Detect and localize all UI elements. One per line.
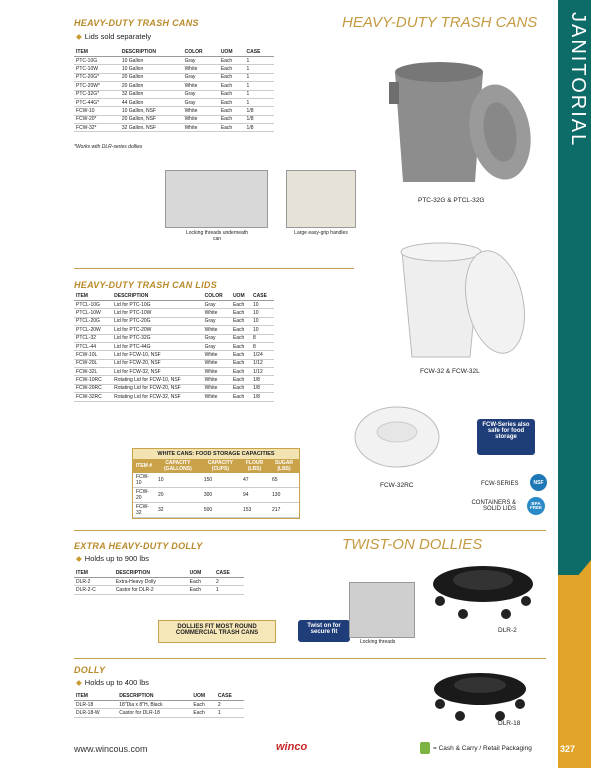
page-number: 327 — [560, 744, 576, 754]
fcw-series-label: FCW-SERIES — [481, 481, 519, 487]
table-cell: 1 — [216, 709, 244, 717]
table-cell: White — [203, 359, 231, 367]
caption-fcw: FCW-32 & FCW-32L — [420, 368, 480, 375]
table-cell: Each — [219, 73, 245, 81]
twist-box: Twist on for secure fit — [298, 620, 350, 642]
table-cell: FCW-10RC — [74, 376, 112, 384]
table-row — [133, 488, 299, 503]
col-header: CAPACITY (CUPS) — [201, 459, 240, 473]
table-cell: FCW-20L — [74, 359, 112, 367]
table-row — [74, 317, 274, 325]
locking-threads-dolly-photo — [349, 582, 415, 638]
table-cell: White — [203, 393, 231, 401]
table-cell: PTC-10W — [74, 65, 120, 73]
col-header: COLOR — [183, 48, 219, 57]
heading-trash-cans: HEAVY-DUTY TRASH CANS — [342, 14, 538, 31]
table-cell: White — [183, 65, 219, 73]
table-row — [74, 124, 274, 132]
bpa-badge: BPA FREE — [527, 497, 545, 515]
table-row — [74, 393, 274, 401]
table-cell: Each — [191, 701, 216, 709]
table-cell: 153 — [240, 503, 269, 518]
table-cell: FCW-32L — [74, 368, 112, 376]
table-cell: 500 — [201, 503, 240, 518]
table-row — [74, 57, 274, 65]
table-cell: 1/12 — [251, 359, 274, 367]
table-cell: 20 Gallon — [120, 73, 183, 81]
table-cell: Each — [219, 124, 245, 132]
col-header: UOM — [219, 48, 245, 57]
table-cell: Each — [231, 309, 251, 317]
table-cell: Gray — [183, 98, 219, 106]
table-cell: FCW-20 — [133, 488, 155, 503]
table-cell: 1 — [245, 73, 274, 81]
caption-locking: Locking threads underneath can — [186, 230, 248, 242]
table-cell: Lid for FCW-20, NSF — [112, 359, 203, 367]
section-title-trash-cans: HEAVY-DUTY TRASH CANS — [74, 18, 199, 28]
table-cell: 1/8 — [251, 384, 274, 392]
table-cell: Each — [219, 115, 245, 123]
white-can-image — [390, 232, 530, 364]
table-cell: 1/8 — [251, 376, 274, 384]
table-cell: FCW-32* — [74, 124, 120, 132]
table-cell: DLR-18-W — [74, 709, 117, 717]
table-cell: PTCL-44 — [74, 342, 112, 350]
table-cell: 300 — [201, 488, 240, 503]
table-cell: 1 — [245, 98, 274, 106]
divider — [74, 530, 546, 531]
containers-label: CONTAINERS & SOLID LIDS — [471, 500, 516, 512]
lids-table — [74, 292, 274, 402]
table-cell: 1 — [245, 90, 274, 98]
handles-photo — [286, 170, 356, 228]
table-cell: FCW-20* — [74, 115, 120, 123]
table-cell: Each — [231, 317, 251, 325]
table-cell: 1 — [245, 82, 274, 90]
table-cell: 2 — [214, 578, 244, 586]
table-cell: Gray — [203, 301, 231, 309]
table-cell: Lid for PTC-20G — [112, 317, 203, 325]
caption-ptc: PTC-32G & PTCL-32G — [418, 197, 485, 204]
table-cell: FCW-10L — [74, 351, 112, 359]
table-cell: White — [203, 368, 231, 376]
corner-band — [558, 575, 591, 768]
table-cell: White — [183, 124, 219, 132]
bullet-400: ◆ Holds up to 400 lbs — [76, 678, 149, 687]
table-cell: 32 Gallon, NSF — [120, 124, 183, 132]
table-cell: Each — [231, 326, 251, 334]
table-cell: 20 — [155, 488, 201, 503]
table-cell: Gray — [203, 334, 231, 342]
col-header: UOM — [188, 569, 214, 578]
table-cell: 44 Gallon — [120, 98, 183, 106]
table-cell: PTCL-10G — [74, 301, 112, 309]
bullet-text: Lids sold separately — [84, 32, 152, 41]
caption-dlr2: DLR-2 — [498, 627, 517, 634]
col-header: CASE — [216, 692, 244, 701]
table-cell: Gray — [183, 90, 219, 98]
table-cell: Each — [188, 578, 214, 586]
col-header: CAPACITY (GALLONS) — [155, 459, 201, 473]
table-row — [74, 65, 274, 73]
table-cell: White — [203, 384, 231, 392]
table-cell: White — [203, 376, 231, 384]
locking-threads-photo — [165, 170, 268, 228]
table-cell: 1 — [245, 57, 274, 65]
table-cell: 10 — [251, 301, 274, 309]
table-cell: Each — [231, 368, 251, 376]
table-cell: Lid for PTC-32G — [112, 334, 203, 342]
table-cell: PTCL-10W — [74, 309, 112, 317]
table-row — [133, 503, 299, 518]
table-row — [74, 82, 274, 90]
nsf-badge: NSF — [530, 474, 547, 491]
dollies-fit-box: DOLLIES FIT MOST ROUND COMMERCIAL TRASH CANS — [158, 620, 276, 643]
dolly-dlr2-image — [428, 556, 538, 626]
table-cell: Each — [231, 384, 251, 392]
dolly-dlr18-image — [430, 664, 530, 724]
table-cell: 10 — [251, 326, 274, 334]
table-row — [74, 107, 274, 115]
table-cell: White — [183, 107, 219, 115]
table-row — [74, 73, 274, 81]
storage-title: WHITE CANS: FOOD STORAGE CAPACITIES — [133, 449, 299, 459]
table-cell: 10 — [155, 473, 201, 488]
table-cell: Each — [231, 351, 251, 359]
fcw-food-box: FCW-Series also safe for food storage — [477, 419, 535, 455]
table-cell: Gray — [183, 73, 219, 81]
table-cell: 1/8 — [245, 115, 274, 123]
table-cell: Gray — [203, 317, 231, 325]
table-cell: 150 — [201, 473, 240, 488]
footer-url[interactable]: www.wincous.com — [74, 744, 148, 754]
bullet-text: Holds up to 400 lbs — [84, 678, 149, 687]
table-cell: Each — [231, 342, 251, 350]
caption-rc: FCW-32RC — [380, 482, 414, 489]
table-row — [74, 709, 244, 717]
table-cell: 130 — [269, 488, 299, 503]
bag-icon — [420, 742, 430, 754]
table-cell: PTCL-20W — [74, 326, 112, 334]
table-row — [74, 351, 274, 359]
table-cell: 1/24 — [251, 351, 274, 359]
bullet-lids: ◆ Lids sold separately — [76, 32, 152, 41]
table-cell: Lid for PTC-20W — [112, 326, 203, 334]
table-cell: PTC-10G — [74, 57, 120, 65]
table-row — [74, 586, 244, 594]
table-cell: Each — [219, 107, 245, 115]
table-cell: 1/12 — [251, 368, 274, 376]
storage-table — [133, 459, 299, 518]
section-title-dolly: DOLLY — [74, 665, 106, 675]
table-cell: FCW-32RC — [74, 393, 112, 401]
table-cell: Castor for DLR-2 — [114, 586, 188, 594]
table-cell: Lid for PTC-10G — [112, 301, 203, 309]
table-cell: Rotating Lid for FCW-10, NSF — [112, 376, 203, 384]
col-header: CASE — [245, 48, 274, 57]
trash-cans-table — [74, 48, 274, 132]
table-cell: White — [183, 82, 219, 90]
col-header: COLOR — [203, 292, 231, 301]
table-row — [133, 473, 299, 488]
col-header: UOM — [191, 692, 216, 701]
table-row — [74, 90, 274, 98]
table-cell: Each — [231, 334, 251, 342]
table-row — [74, 368, 274, 376]
table-row — [74, 578, 244, 586]
table-cell: PTCL-32 — [74, 334, 112, 342]
table-cell: Castor for DLR-18 — [117, 709, 191, 717]
table-cell: FCW-10 — [74, 107, 120, 115]
table-cell: Each — [231, 376, 251, 384]
bullet-text: Holds up to 900 lbs — [84, 554, 149, 563]
table-cell: Each — [219, 90, 245, 98]
table-cell: FCW-10 — [133, 473, 155, 488]
table-cell: 10 Gallon — [120, 65, 183, 73]
caption-handles: Large easy-grip handles — [294, 230, 348, 236]
table-row — [74, 359, 274, 367]
table-cell: 47 — [240, 473, 269, 488]
storage-table-box — [132, 448, 300, 519]
table-cell: DLR-18 — [74, 701, 117, 709]
table-cell: Each — [231, 393, 251, 401]
caption-dlr18: DLR-18 — [498, 720, 521, 727]
table-cell: 32 — [155, 503, 201, 518]
table-cell: 65 — [269, 473, 299, 488]
winco-logo: winco — [276, 741, 308, 753]
table-cell: Rotating Lid for FCW-20, NSF — [112, 384, 203, 392]
col-header: DESCRIPTION — [112, 292, 203, 301]
table-cell: Each — [219, 57, 245, 65]
table-cell: 1/8 — [245, 107, 274, 115]
table-cell: DLR-2 — [74, 578, 114, 586]
table-cell: Lid for PTC-10W — [112, 309, 203, 317]
cash-carry: = Cash & Carry / Retail Packaging — [433, 745, 532, 752]
table-cell: 10 — [251, 309, 274, 317]
table-cell: Lid for PTC-44G — [112, 342, 203, 350]
col-header: CASE — [251, 292, 274, 301]
divider — [74, 658, 546, 659]
table-cell: PTC-20W* — [74, 82, 120, 90]
divider — [74, 268, 354, 269]
trash-can-image — [385, 42, 535, 192]
section-title-lids: HEAVY-DUTY TRASH CAN LIDS — [74, 280, 218, 290]
table-row — [74, 98, 274, 106]
table-cell: Each — [219, 65, 245, 73]
table-cell: 2 — [216, 701, 244, 709]
table-cell: 18"Dia x 8"H, Black — [117, 701, 191, 709]
table-cell: Each — [219, 82, 245, 90]
table-row — [74, 301, 274, 309]
table-cell: PTC-44G* — [74, 98, 120, 106]
table-cell: Each — [191, 709, 216, 717]
table-cell: 1/8 — [245, 124, 274, 132]
table-cell: 10 — [251, 317, 274, 325]
table-cell: 10 Gallon, NSF — [120, 107, 183, 115]
table-row — [74, 384, 274, 392]
table-cell: 94 — [240, 488, 269, 503]
table-cell: 1 — [214, 586, 244, 594]
table-cell: 32 Gallon — [120, 90, 183, 98]
table-cell: 20 Gallon, NSF — [120, 115, 183, 123]
table-cell: Each — [231, 359, 251, 367]
table-cell: 1 — [245, 65, 274, 73]
table-cell: 217 — [269, 503, 299, 518]
table-cell: Each — [219, 98, 245, 106]
sidebar-band — [558, 0, 591, 600]
col-header: DESCRIPTION — [114, 569, 188, 578]
section-title-extra-dolly: EXTRA HEAVY-DUTY DOLLY — [74, 541, 203, 551]
table-cell: Lid for FCW-10, NSF — [112, 351, 203, 359]
col-header: ITEM — [74, 692, 117, 701]
table-cell: FCW-32 — [133, 503, 155, 518]
dolly-table — [74, 692, 244, 718]
table-cell: Lid for FCW-32, NSF — [112, 368, 203, 376]
col-header: SUGAR (LBS) — [269, 459, 299, 473]
table-cell: White — [203, 309, 231, 317]
table-row — [74, 334, 274, 342]
table-cell: White — [183, 115, 219, 123]
table-row — [74, 326, 274, 334]
col-header: ITEM — [74, 292, 112, 301]
table-row — [74, 342, 274, 350]
note: *Works with DLR-series dollies — [74, 144, 143, 150]
table-cell: Gray — [203, 342, 231, 350]
table-cell: FCW-20RC — [74, 384, 112, 392]
col-header: UOM — [231, 292, 251, 301]
table-cell: DLR-2-C — [74, 586, 114, 594]
col-header: ITEM — [74, 48, 120, 57]
col-header: DESCRIPTION — [120, 48, 183, 57]
table-cell: White — [203, 351, 231, 359]
table-cell: PTC-20G* — [74, 73, 120, 81]
table-cell: Each — [188, 586, 214, 594]
table-cell: 10 Gallon — [120, 57, 183, 65]
col-header: FLOUR (LBS) — [240, 459, 269, 473]
col-header: ITEM — [74, 569, 114, 578]
rotating-lid-image — [352, 402, 442, 472]
table-cell: 8 — [251, 334, 274, 342]
extra-dolly-table — [74, 569, 244, 595]
table-cell: 8 — [251, 342, 274, 350]
table-cell: Extra-Heavy Dolly — [114, 578, 188, 586]
table-cell: Gray — [183, 57, 219, 65]
col-header: DESCRIPTION — [117, 692, 191, 701]
sidebar-label: JANITORIAL — [567, 12, 589, 148]
bullet-900: ◆ Holds up to 900 lbs — [76, 554, 149, 563]
table-cell: Each — [231, 301, 251, 309]
table-cell: White — [203, 326, 231, 334]
table-row — [74, 701, 244, 709]
heading-dollies: TWIST-ON DOLLIES — [342, 536, 483, 553]
table-row — [74, 309, 274, 317]
table-cell: Rotating Lid for FCW-32, NSF — [112, 393, 203, 401]
table-row — [74, 115, 274, 123]
table-cell: PTCL-20G — [74, 317, 112, 325]
table-cell: 20 Gallon — [120, 82, 183, 90]
table-row — [74, 376, 274, 384]
table-cell: 1/8 — [251, 393, 274, 401]
table-cell: PTC-32G* — [74, 90, 120, 98]
col-header: ITEM # — [133, 459, 155, 473]
col-header: CASE — [214, 569, 244, 578]
caption-lockthreads: Locking threads — [360, 639, 396, 645]
